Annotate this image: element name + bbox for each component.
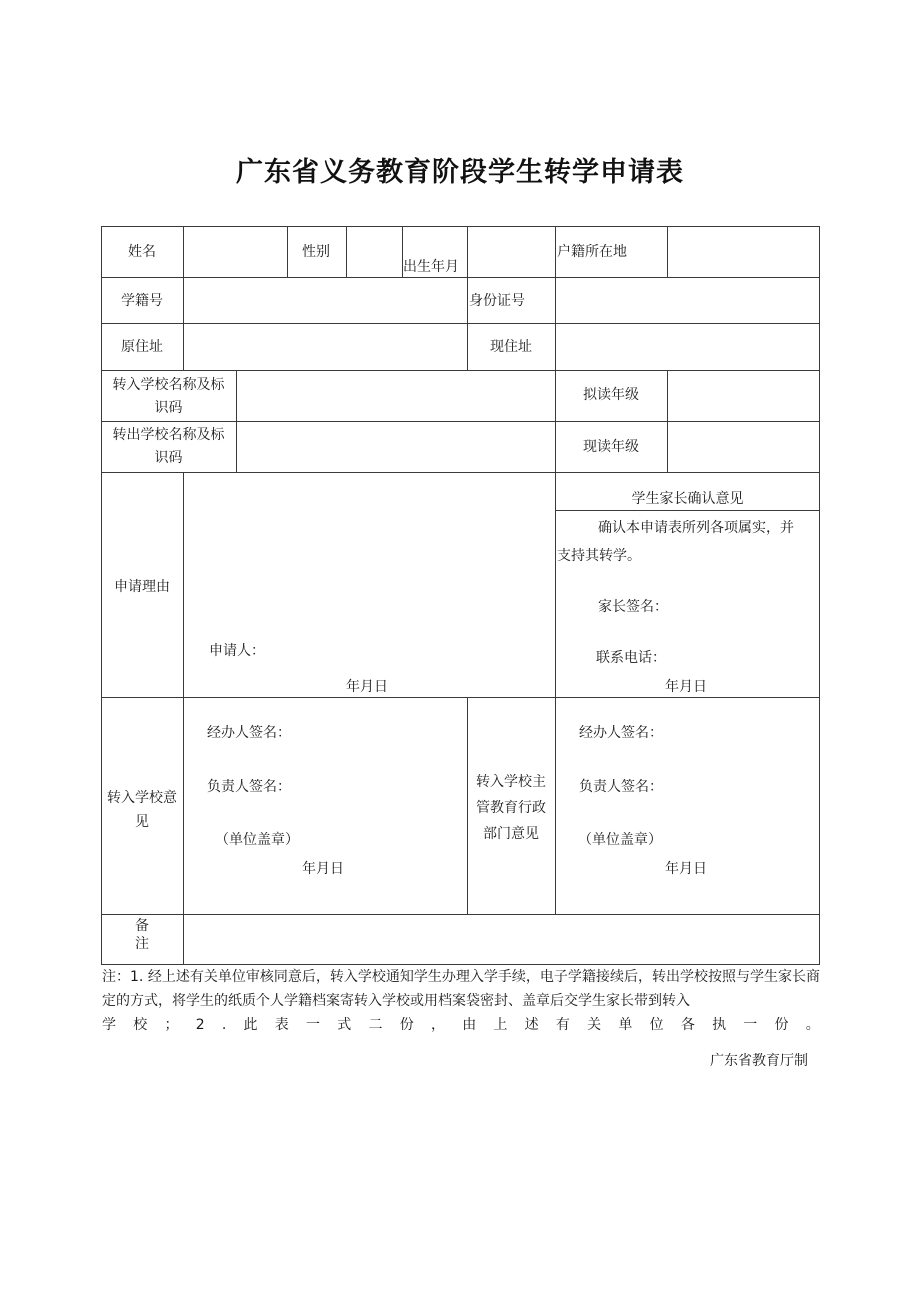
note-char: 关 [587,1017,602,1033]
note-char: 学 [102,1017,116,1033]
admin-dept-label-cont: 管教育行政 [476,800,546,816]
handler-signature-label: 经办人签名： [207,725,291,741]
current-grade-label: 现读年级 [583,439,639,455]
note-char: 有 [555,1017,570,1033]
note-char: 。 [805,1017,820,1033]
note-char: 二 [368,1017,383,1033]
remarks-label: 备 [135,918,149,934]
note-char: 由 [462,1017,477,1033]
admin-dept-label: 转入学校主 [476,774,546,790]
responsible-signature-label: 负责人签名： [207,779,291,795]
note-char: ， [430,1017,445,1033]
note-char: 2 [195,1017,205,1033]
note-char: 一 [306,1017,321,1033]
transfer-out-school-label: 转出学校名称及标 [112,427,225,443]
parent-date-label: 年月日 [665,679,707,695]
note-char: 述 [524,1017,539,1033]
transfer-in-school-label: 转入学校名称及标 [112,377,225,393]
note-char: 份 [399,1017,414,1033]
note-char: 上 [493,1017,508,1033]
contact-phone-label: 联系电话： [596,650,666,666]
admin-unit-seal-label: （单位盖章） [578,832,662,848]
note-char: 各 [680,1017,695,1033]
note-char: 份 [774,1017,789,1033]
student-id-label: 学籍号 [121,293,163,309]
note-char: 位 [649,1017,664,1033]
parent-confirm-text-cont: 支持其转学。 [557,548,641,564]
id-card-label: 身份证号 [469,293,525,309]
birth-date-label: 出生年月 [403,259,459,275]
admin-handler-signature-label: 经办人签名： [579,725,663,741]
note-char: ； [164,1017,179,1033]
transfer-in-school-label-cont: 识码 [154,400,183,416]
note-char: 校 [133,1017,148,1033]
opinion-date-label: 年月日 [302,861,344,877]
unit-seal-label: （单位盖章） [215,832,299,848]
transfer-out-school-label-cont: 识码 [154,450,183,466]
note-char: 表 [274,1017,289,1033]
gender-label: 性别 [302,244,330,260]
parent-opinion-title: 学生家长确认意见 [631,491,744,507]
note-char: . [221,1017,227,1033]
remarks-label-cont: 注 [135,936,149,952]
applicant-label: 申请人： [209,643,265,659]
parent-signature-label: 家长签名： [598,599,668,615]
admin-dept-label-end: 部门意见 [483,826,539,842]
note-char: 执 [712,1017,727,1033]
intended-grade-label: 拟读年级 [583,387,639,403]
application-reason-label: 申请理由 [114,579,170,595]
parent-confirm-text: 确认本申请表所列各项属实，并 [598,520,794,536]
note-char: 此 [243,1017,258,1033]
hukou-label: 户籍所在地 [557,244,627,260]
issuer-footer: 广东省教育厅制 [710,1053,808,1069]
current-address-label: 现住址 [490,339,532,355]
application-date-label: 年月日 [346,679,388,695]
admin-date-label: 年月日 [665,861,707,877]
admin-responsible-signature-label: 负责人签名： [579,779,663,795]
transfer-in-opinion-label: 转入学校意 [107,790,177,806]
name-label: 姓名 [128,244,156,260]
transfer-in-opinion-label-cont: 见 [135,814,149,830]
note-text: 注：1. 经上述有关单位审核同意后，转入学校通知学生办理入学手续，电子学籍接续后，转出学校按照与学生家长商定的方式，将学生的纸质个人学籍档案寄转入学校或用档案袋密封、盖章后交学生家长带到转入 [102,969,820,1009]
old-address-label: 原住址 [121,339,163,355]
note-char: 一 [743,1017,758,1033]
page-title: 广东省义务教育阶段学生转学申请表 [236,157,684,188]
note-last-line [102,1013,820,1037]
note-char: 单 [618,1017,633,1033]
note-char: 式 [337,1017,352,1033]
